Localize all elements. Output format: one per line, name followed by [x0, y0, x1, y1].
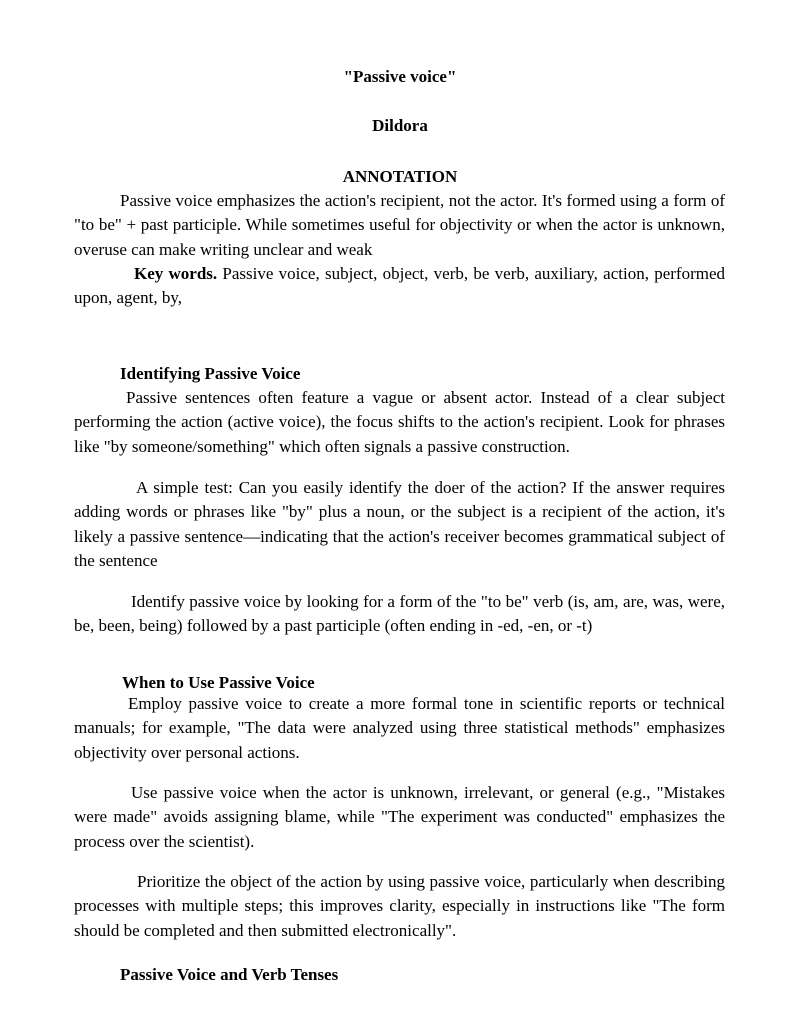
section-paragraph: Passive sentences often feature a vague or absent actor. Instead of a clear subject performing the action (active voice), the focus shifts to the action's recipient. Look for phrases like "by someone/something" which often signals a passive construction. — [74, 388, 725, 456]
author-name: Dildora — [372, 116, 428, 135]
annotation-heading: ANNOTATION — [342, 167, 458, 186]
section-paragraph: Use passive voice when the actor is unknown, irrelevant, or general (e.g., "Mistakes were made" avoids assigning blame, while "The experiment was conducted" emphasizes the process over the scientist). — [74, 783, 725, 851]
section-heading: Identifying Passive Voice — [120, 364, 301, 383]
section-heading: Passive Voice and Verb Tenses — [120, 965, 339, 984]
section-heading: When to Use Passive Voice — [122, 673, 315, 692]
document-title: "Passive voice" — [343, 67, 457, 86]
section-paragraph: A simple test: Can you easily identify the doer of the action? If the answer requires adding words or phrases like "by" plus a noun, or the subject is a recipient of the action, it's likely a passive sentence—indicating that the action's receiver becomes grammatical subject of the sentence — [74, 478, 725, 570]
keywords-label: Key words. — [134, 264, 218, 283]
annotation-paragraph: Passive voice emphasizes the action's recipient, not the actor. It's formed using a form of "to be" + past participle. While sometimes useful for objectivity or when the actor is unknown, overuse can make writing unclear and weak — [74, 191, 725, 259]
keywords-paragraph — [74, 262, 725, 311]
keywords-text: Passive voice, subject, object, verb, be verb, auxiliary, action, performed upon, agent, by, — [74, 264, 725, 308]
section-paragraph: Employ passive voice to create a more formal tone in scientific reports or technical manuals; for example, "The data were analyzed using three statistical methods" emphasizes objectivity over personal actions. — [74, 694, 725, 762]
section-paragraph: Identify passive voice by looking for a form of the "to be" verb (is, am, are, was, were, be, been, being) followed by a past participle (often ending in -ed, -en, or -t) — [74, 592, 725, 636]
section-paragraph: Prioritize the object of the action by using passive voice, particularly when describing processes with multiple steps; this improves clarity, especially in instructions like "The form should be completed and then submitted electronically". — [74, 872, 725, 940]
